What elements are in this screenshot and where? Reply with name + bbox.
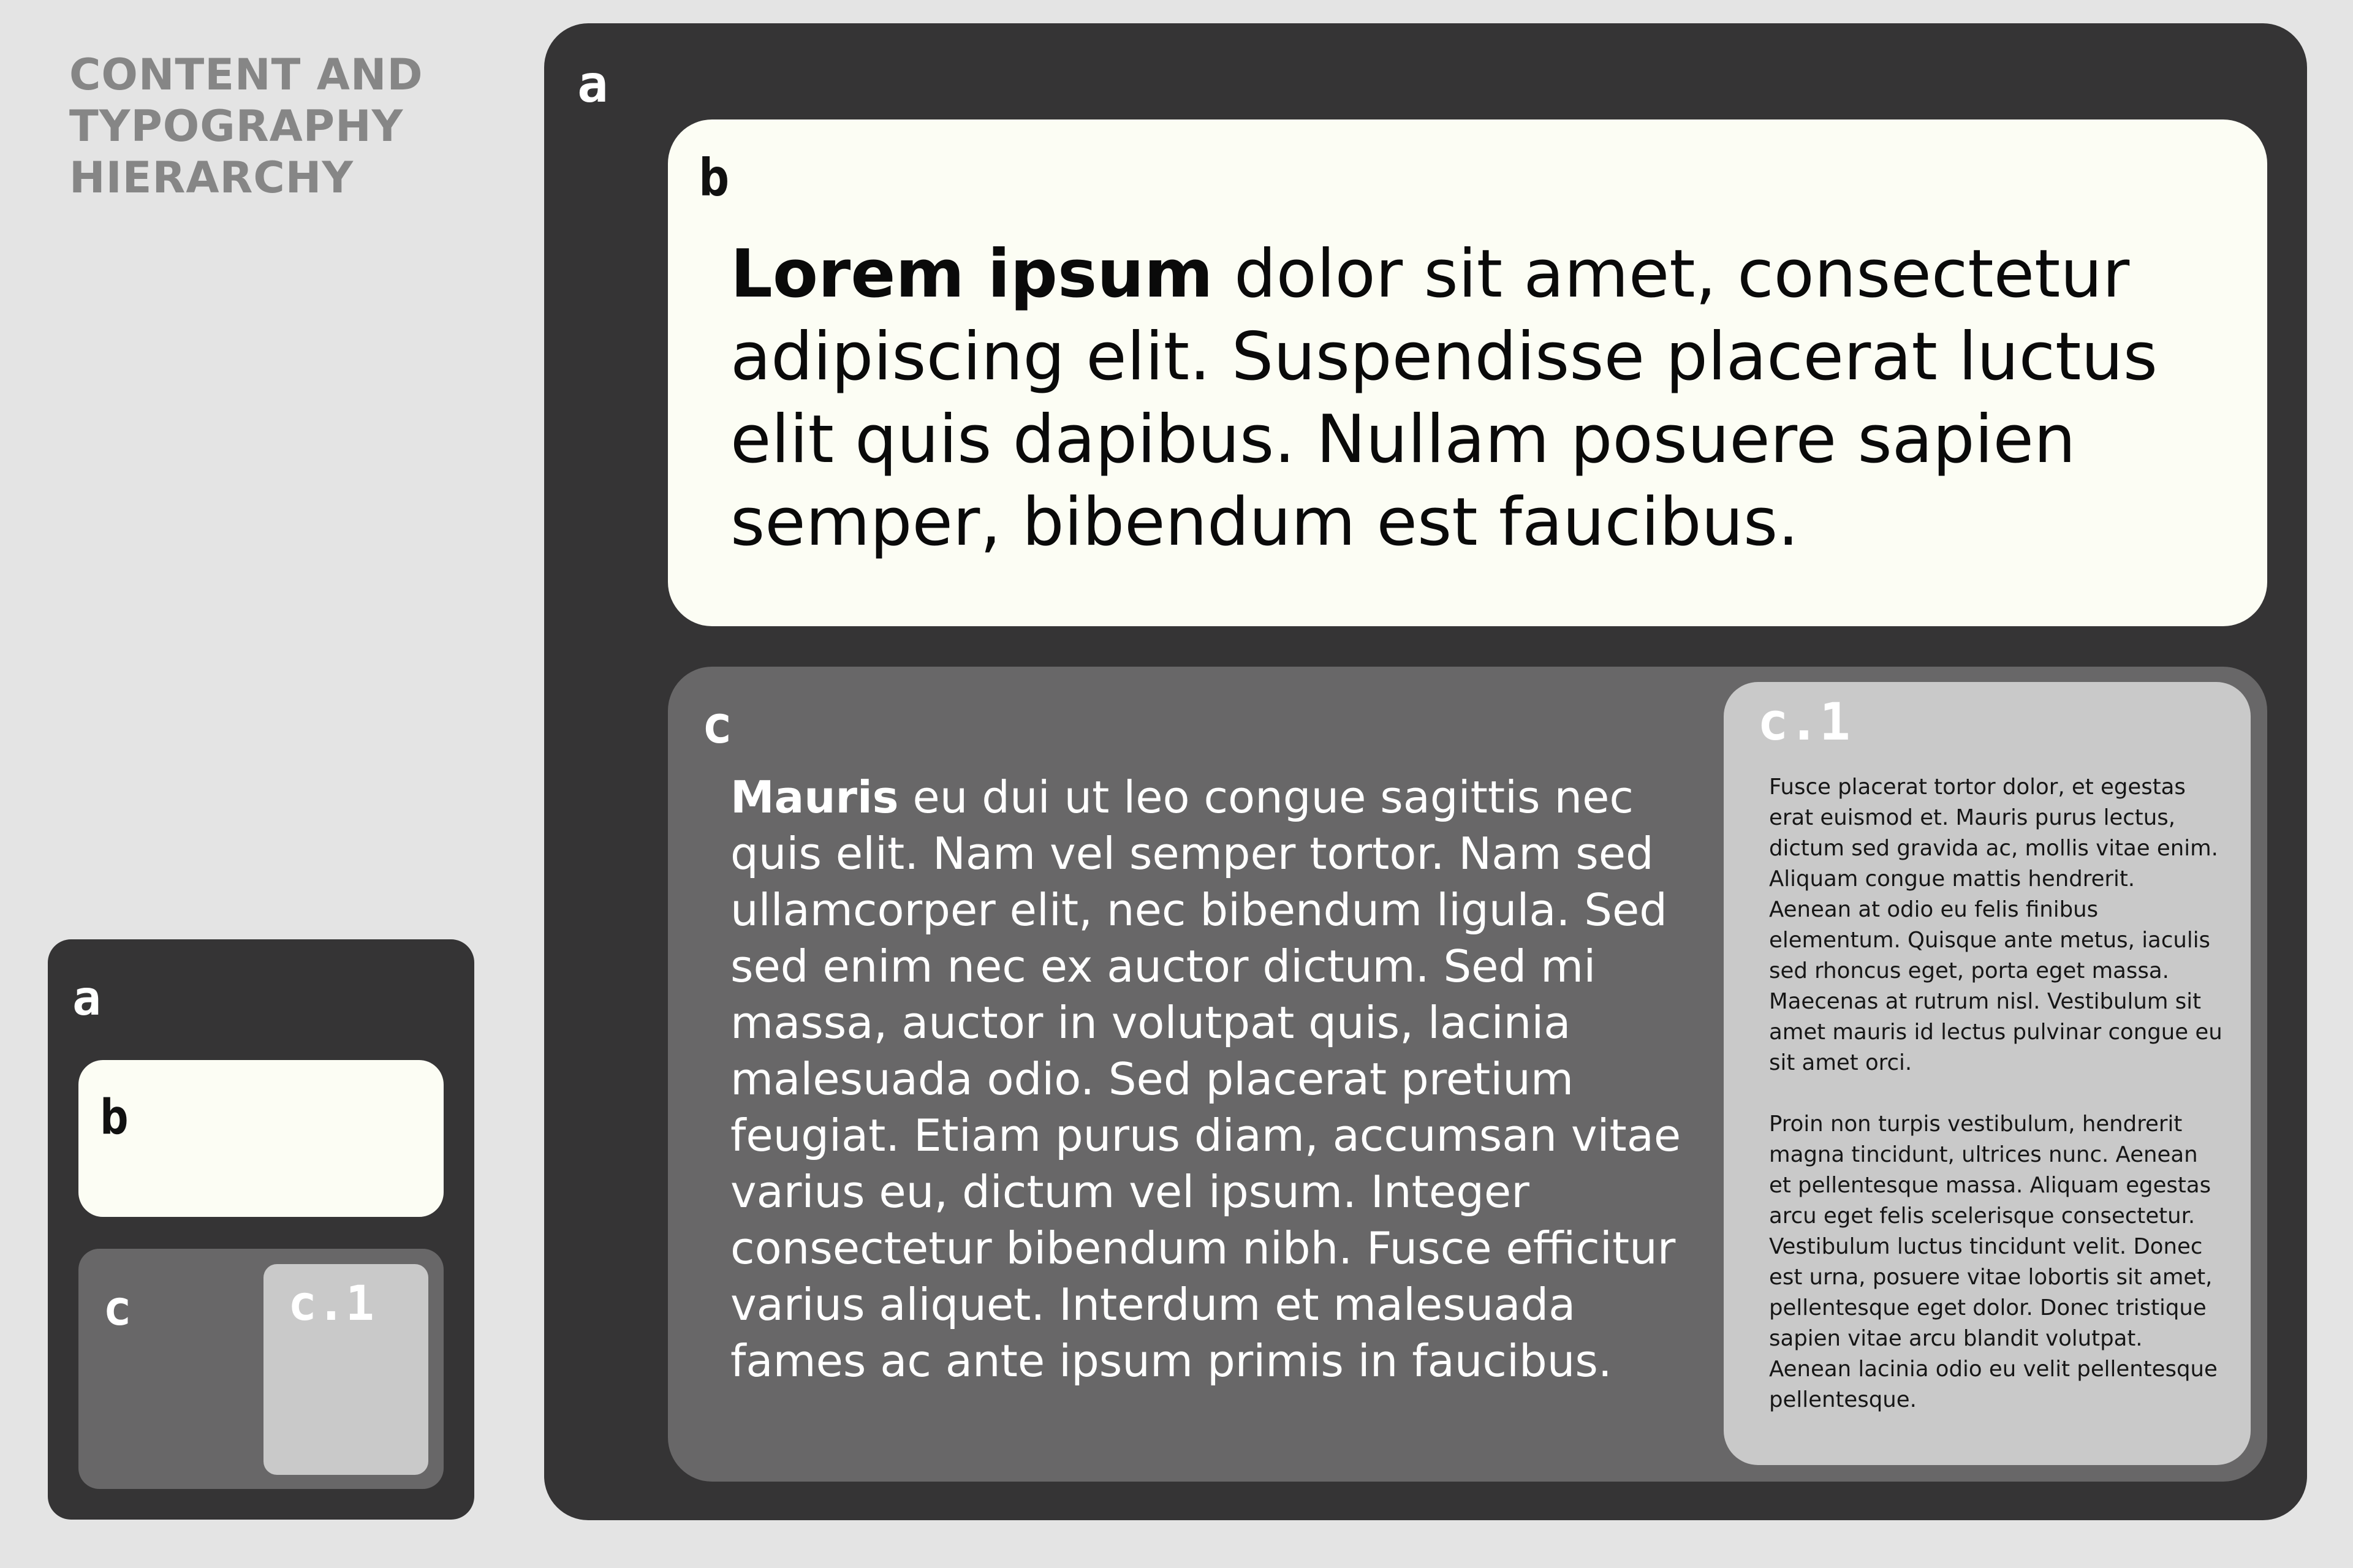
mini-label-b: b: [100, 1090, 129, 1145]
main-b-bold-lead: Lorem ipsum: [730, 236, 1213, 312]
main-b-body: dolor sit amet, consectetur adipiscing elit. Suspendisse placerat luctus elit quis dapibus. Nullam posuere sapien semper, bibendum est faucibus.: [730, 236, 2158, 561]
main-c1-text: [1769, 772, 2222, 1415]
page-title: CONTENT AND TYPOGRAPHY HIERARCHY: [69, 50, 423, 203]
mini-container-b: [78, 1060, 444, 1217]
main-label-a: a: [577, 54, 608, 114]
main-c1-paragraph-1: Fusce placerat tortor dolor, et egestas erat euismod et. Mauris purus lectus, dictum sed gravida ac, mollis vitae enim. Aliquam congue mattis hendrerit. Aenean at odio eu felis finibus elementum. Quisque ante metus, iaculis sed rhoncus eget, porta eget massa. Maecenas at rutrum nisl. Vestibulum sit amet mauris id lectus pulvinar congue eu sit amet orci.: [1769, 775, 2222, 1075]
main-label-c1: c.1: [1757, 692, 1851, 752]
main-b-paragraph: [730, 233, 2232, 564]
main-label-b: b: [699, 148, 730, 208]
main-c-bold-lead: Mauris: [730, 771, 899, 823]
mini-label-a: a: [72, 971, 101, 1026]
mini-label-c: c: [103, 1281, 132, 1336]
main-c1-paragraph-2: Proin non turpis vestibulum, hendrerit magna tincidunt, ultrices nunc. Aenean et pellentesque massa. Aliquam egestas arcu eget felis scelerisque consectetur. Vestibulum luctus tincidunt velit. Donec est urna, posuere vitae lobortis sit amet, pellentesque eget dolor. Donec tristique sapien vitae arcu blandit volutpat. Aenean lacinia odio eu velit pellentesque pellentesque.: [1769, 1112, 2218, 1412]
main-c-paragraph: [730, 769, 1692, 1389]
mini-label-c1: c.1: [288, 1276, 374, 1331]
main-label-c: c: [702, 695, 733, 755]
main-c-body: eu dui ut leo congue sagittis nec quis elit. Nam vel semper tortor. Nam sed ullamcorper elit, nec bibendum ligula. Sed sed enim nec ex auctor dictum. Sed mi massa, auctor in volutpat quis, lacinia malesuada odio. Sed placerat pretium feugiat. Etiam purus diam, accumsan vitae varius eu, dictum vel ipsum. Integer consectetur bibendum nibh. Fusce efficitur varius aliquet. Interdum et malesuada fames ac ante ipsum primis in faucibus.: [730, 771, 1681, 1387]
